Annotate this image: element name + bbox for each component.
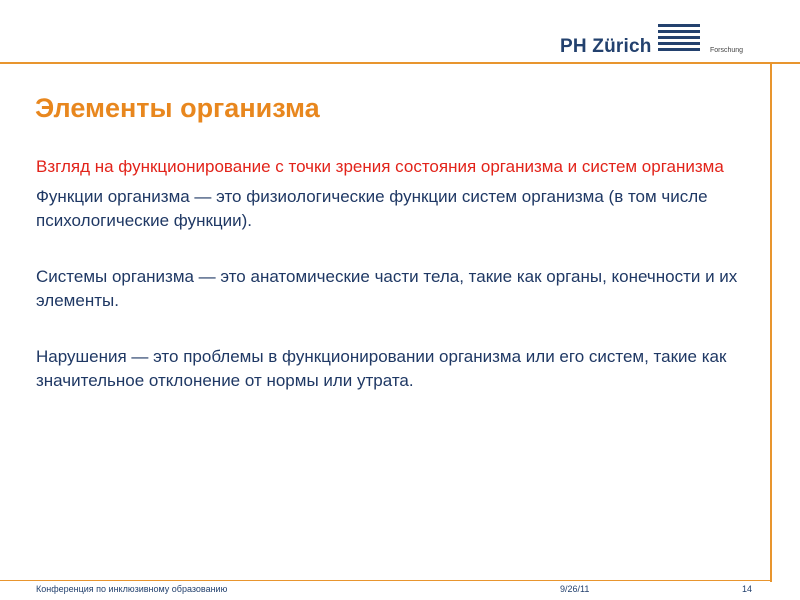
top-rule <box>0 62 800 64</box>
logo-stripe <box>658 36 700 39</box>
paragraph-functions: Функции организма — это физиологические функции систем организма (в том числе психологические функции). <box>36 187 708 230</box>
lead-text: Взгляд на функционирование с точки зрения состояния организма и систем организма <box>36 157 724 176</box>
slide-body <box>36 155 756 425</box>
logo-subtitle: Forschung <box>710 47 744 54</box>
right-rule <box>770 62 772 582</box>
footer-date: 9/26/11 <box>560 584 590 594</box>
paragraph-impairments: Нарушения — это проблемы в функционировании организма или его систем, такие как значительное отклонение от нормы или утрата. <box>36 347 727 390</box>
logo-stripe <box>658 30 700 33</box>
page-number: 14 <box>742 584 753 594</box>
logo-stripe <box>658 42 700 45</box>
footer-conference: Конференция по инклюзивному образованию <box>36 584 228 594</box>
slide-title: Элементы организма <box>35 93 320 123</box>
stripes-logo-icon <box>658 24 700 56</box>
logo-name: PH Zürich <box>560 36 652 57</box>
logo-stripe <box>658 24 700 27</box>
logo-stripe <box>658 48 700 51</box>
bottom-rule <box>0 580 772 581</box>
ph-zurich-logo <box>560 20 760 62</box>
paragraph-systems: Системы организма — это анатомические части тела, такие как органы, конечности и их элементы. <box>36 267 738 310</box>
